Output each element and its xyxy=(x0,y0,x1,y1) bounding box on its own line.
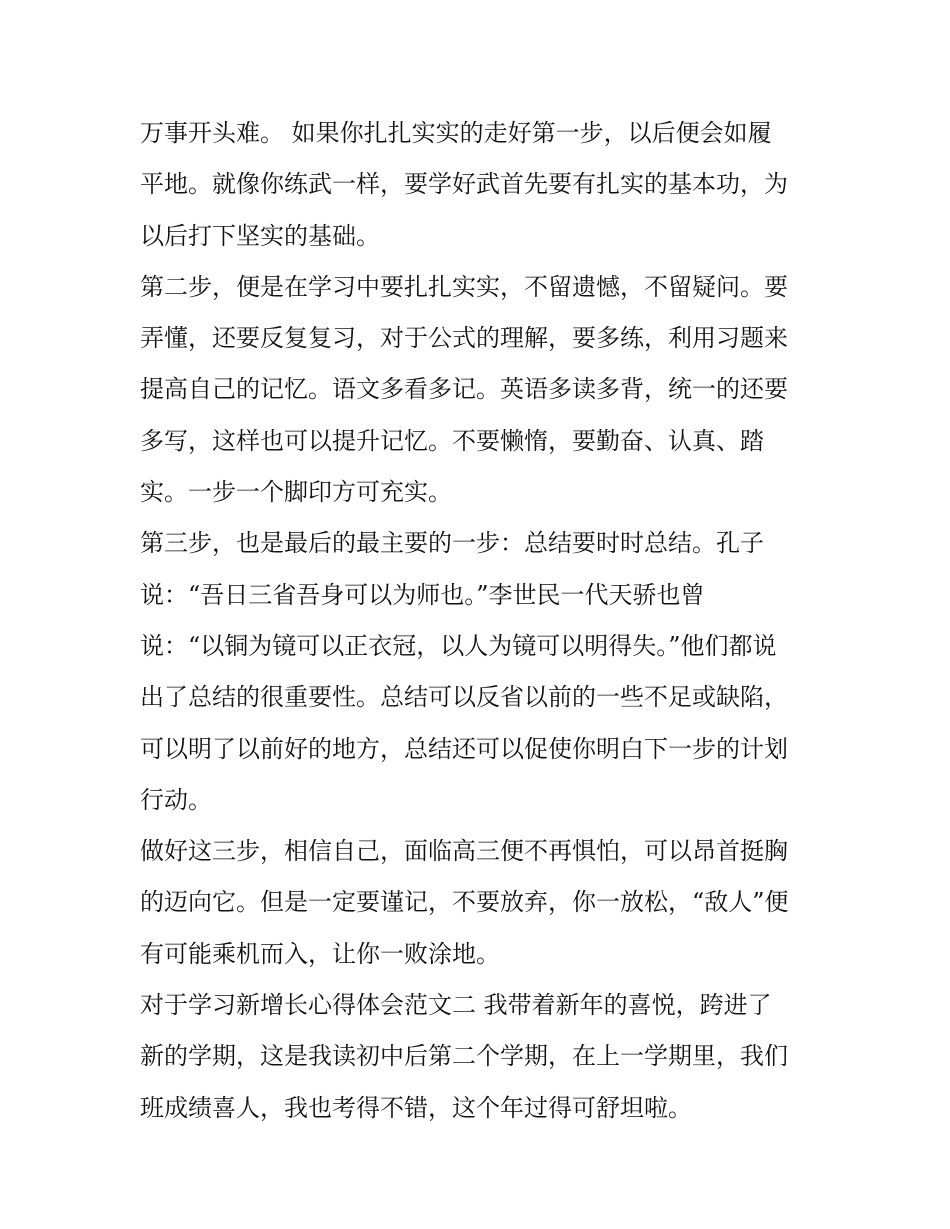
text-line: 说：“以铜为镜可以正衣冠，以人为镜可以明得失。”他们都说 xyxy=(140,631,777,660)
text-line: 实。一步一个脚印方可充实。 xyxy=(140,478,452,507)
text-line: 第二步，便是在学习中要扎扎实实，不留遗憾，不留疑问。要 xyxy=(140,272,788,301)
text-line: 弄懂，还要反复复习，对于公式的理解，要多练，利用习题来 xyxy=(140,324,788,353)
text-line: 的迈向它。但是一定要谨记，不要放弃，你一放松，“敌人”便 xyxy=(140,888,789,917)
text-line: 有可能乘机而入，让你一败涂地。 xyxy=(140,939,500,968)
text-line: 第三步，也是最后的最主要的一步：总结要时时总结。孔子 xyxy=(140,529,764,558)
text-line: 多写，这样也可以提升记忆。不要懒惰，要勤奋、认真、踏 xyxy=(140,426,764,455)
text-line: 平地。就像你练武一样，要学好武首先要有扎实的基本功，为 xyxy=(140,170,788,199)
document-body xyxy=(140,108,820,1134)
text-line: 以后打下坚实的基础。 xyxy=(140,221,380,250)
text-line: 万事开头难。 如果你扎扎实实的走好第一步，以后便会如履 xyxy=(140,119,772,147)
text-line: 做好这三步，相信自己，面临高三便不再惧怕，可以昂首挺胸 xyxy=(140,837,788,866)
text-line: 提高自己的记忆。语文多看多记。英语多读多背，统一的还要 xyxy=(140,375,788,404)
text-line: 出了总结的很重要性。总结可以反省以前的一些不足或缺陷， xyxy=(140,683,788,712)
text-line: 新的学期，这是我读初中后第二个学期，在上一学期里，我们 xyxy=(140,1042,788,1071)
text-line: 对于学习新增长心得体会范文二 我带着新年的喜悦，跨进了 xyxy=(140,991,772,1020)
text-line: 班成绩喜人，我也考得不错，这个年过得可舒坦啦。 xyxy=(140,1093,692,1122)
text-line: 说：“吾日三省吾身可以为师也。”李世民一代天骄也曾 xyxy=(140,580,705,609)
text-line: 行动。 xyxy=(140,785,212,814)
text-line: 可以明了以前好的地方，总结还可以促使你明白下一步的计划 xyxy=(140,734,788,763)
